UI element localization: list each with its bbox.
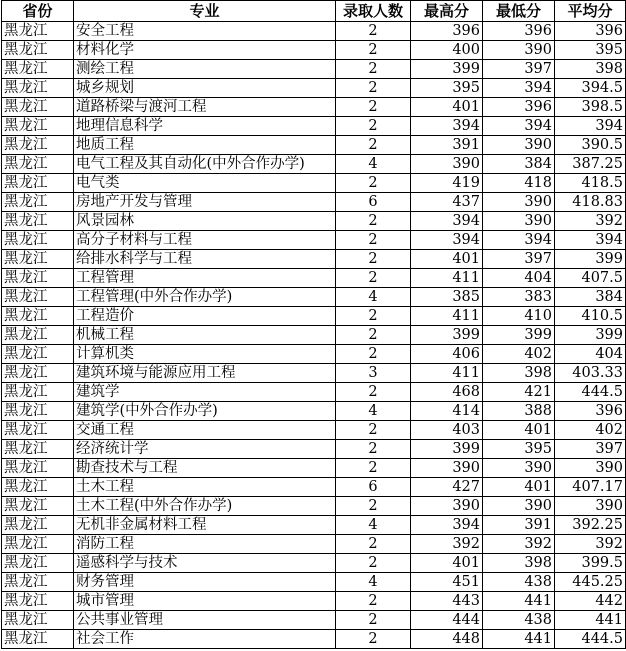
table-row [2,554,626,573]
cell-admitted-count: 2 [336,345,411,364]
cell-min-score: 390 [483,459,555,478]
cell-province: 黑龙江 [2,478,74,497]
cell-admitted-count: 2 [336,269,411,288]
cell-province: 黑龙江 [2,288,74,307]
table-row [2,573,626,592]
cell-max-score: 390 [411,155,483,174]
cell-max-score: 419 [411,174,483,193]
cell-avg-score: 390 [555,497,626,516]
cell-avg-score: 404 [555,345,626,364]
cell-min-score: 441 [483,630,555,649]
cell-max-score: 394 [411,516,483,535]
cell-major: 机械工程 [74,326,336,345]
cell-major: 道路桥梁与渡河工程 [74,98,336,117]
table-row [2,79,626,98]
cell-min-score: 391 [483,516,555,535]
cell-province: 黑龙江 [2,136,74,155]
cell-max-score: 401 [411,250,483,269]
cell-min-score: 404 [483,269,555,288]
table-row [2,307,626,326]
cell-avg-score: 418.5 [555,174,626,193]
cell-min-score: 395 [483,440,555,459]
cell-max-score: 385 [411,288,483,307]
cell-province: 黑龙江 [2,212,74,231]
cell-max-score: 399 [411,60,483,79]
cell-max-score: 448 [411,630,483,649]
cell-province: 黑龙江 [2,98,74,117]
cell-major: 土木工程(中外合作办学) [74,497,336,516]
admission-scores-table [1,0,626,649]
cell-major: 公共事业管理 [74,611,336,630]
table-row [2,345,626,364]
cell-min-score: 421 [483,383,555,402]
table-row [2,22,626,41]
cell-major: 城市管理 [74,592,336,611]
cell-avg-score: 410.5 [555,307,626,326]
table-row [2,592,626,611]
cell-min-score: 438 [483,573,555,592]
cell-avg-score: 384 [555,288,626,307]
cell-avg-score: 390.5 [555,136,626,155]
cell-admitted-count: 2 [336,421,411,440]
cell-admitted-count: 2 [336,22,411,41]
cell-avg-score: 394 [555,231,626,250]
cell-max-score: 411 [411,269,483,288]
cell-max-score: 427 [411,478,483,497]
table-row [2,231,626,250]
cell-major: 测绘工程 [74,60,336,79]
cell-province: 黑龙江 [2,22,74,41]
cell-max-score: 390 [411,459,483,478]
cell-major: 安全工程 [74,22,336,41]
cell-major: 社会工作 [74,630,336,649]
cell-avg-score: 399.5 [555,554,626,573]
table-row [2,117,626,136]
cell-avg-score: 407.17 [555,478,626,497]
cell-province: 黑龙江 [2,592,74,611]
cell-admitted-count: 2 [336,592,411,611]
cell-avg-score: 396 [555,402,626,421]
table-row [2,155,626,174]
cell-max-score: 414 [411,402,483,421]
cell-max-score: 399 [411,440,483,459]
table-row [2,212,626,231]
cell-max-score: 391 [411,136,483,155]
cell-major: 消防工程 [74,535,336,554]
cell-min-score: 396 [483,98,555,117]
cell-admitted-count: 2 [336,307,411,326]
cell-max-score: 437 [411,193,483,212]
cell-avg-score: 394 [555,117,626,136]
header-max-score: 最高分 [411,1,483,22]
cell-max-score: 394 [411,212,483,231]
cell-max-score: 443 [411,592,483,611]
cell-province: 黑龙江 [2,573,74,592]
cell-province: 黑龙江 [2,79,74,98]
cell-admitted-count: 6 [336,193,411,212]
cell-province: 黑龙江 [2,41,74,60]
table-row [2,402,626,421]
cell-min-score: 392 [483,535,555,554]
cell-admitted-count: 2 [336,79,411,98]
table-row [2,611,626,630]
cell-province: 黑龙江 [2,60,74,79]
cell-admitted-count: 2 [336,117,411,136]
cell-min-score: 399 [483,326,555,345]
cell-admitted-count: 2 [336,383,411,402]
cell-max-score: 411 [411,364,483,383]
cell-max-score: 403 [411,421,483,440]
cell-admitted-count: 4 [336,516,411,535]
cell-major: 工程造价 [74,307,336,326]
cell-avg-score: 398.5 [555,98,626,117]
cell-max-score: 411 [411,307,483,326]
cell-province: 黑龙江 [2,250,74,269]
cell-major: 材料化学 [74,41,336,60]
cell-avg-score: 399 [555,250,626,269]
cell-admitted-count: 2 [336,41,411,60]
cell-major: 计算机类 [74,345,336,364]
cell-admitted-count: 2 [336,535,411,554]
table-row [2,250,626,269]
cell-admitted-count: 3 [336,364,411,383]
cell-min-score: 396 [483,22,555,41]
cell-min-score: 384 [483,155,555,174]
cell-province: 黑龙江 [2,231,74,250]
cell-min-score: 394 [483,79,555,98]
cell-province: 黑龙江 [2,364,74,383]
cell-max-score: 392 [411,535,483,554]
cell-max-score: 400 [411,41,483,60]
cell-province: 黑龙江 [2,497,74,516]
cell-major: 建筑学(中外合作办学) [74,402,336,421]
cell-major: 风景园林 [74,212,336,231]
cell-admitted-count: 2 [336,459,411,478]
cell-max-score: 399 [411,326,483,345]
cell-min-score: 390 [483,497,555,516]
cell-province: 黑龙江 [2,630,74,649]
cell-admitted-count: 2 [336,60,411,79]
cell-admitted-count: 2 [336,497,411,516]
cell-admitted-count: 2 [336,554,411,573]
cell-major: 无机非金属材料工程 [74,516,336,535]
cell-avg-score: 445.25 [555,573,626,592]
cell-admitted-count: 2 [336,212,411,231]
cell-major: 电气工程及其自动化(中外合作办学) [74,155,336,174]
cell-major: 建筑环境与能源应用工程 [74,364,336,383]
cell-major: 遥感科学与技术 [74,554,336,573]
cell-major: 财务管理 [74,573,336,592]
cell-min-score: 398 [483,554,555,573]
cell-max-score: 444 [411,611,483,630]
cell-avg-score: 418.83 [555,193,626,212]
header-admitted-count: 录取人数 [336,1,411,22]
cell-avg-score: 397 [555,440,626,459]
table-row [2,41,626,60]
cell-min-score: 390 [483,193,555,212]
cell-admitted-count: 2 [336,250,411,269]
cell-avg-score: 392.25 [555,516,626,535]
cell-province: 黑龙江 [2,421,74,440]
cell-admitted-count: 2 [336,174,411,193]
cell-min-score: 441 [483,592,555,611]
cell-major: 城乡规划 [74,79,336,98]
cell-min-score: 397 [483,60,555,79]
cell-avg-score: 403.33 [555,364,626,383]
cell-major: 高分子材料与工程 [74,231,336,250]
cell-province: 黑龙江 [2,402,74,421]
cell-max-score: 406 [411,345,483,364]
table-row [2,383,626,402]
table-row [2,497,626,516]
table-row [2,269,626,288]
cell-avg-score: 444.5 [555,630,626,649]
cell-province: 黑龙江 [2,535,74,554]
cell-province: 黑龙江 [2,611,74,630]
cell-min-score: 438 [483,611,555,630]
cell-avg-score: 392 [555,535,626,554]
cell-major: 电气类 [74,174,336,193]
cell-major: 交通工程 [74,421,336,440]
cell-province: 黑龙江 [2,345,74,364]
cell-major: 土木工程 [74,478,336,497]
cell-avg-score: 444.5 [555,383,626,402]
cell-max-score: 390 [411,497,483,516]
cell-major: 地理信息科学 [74,117,336,136]
table-row [2,136,626,155]
cell-province: 黑龙江 [2,193,74,212]
cell-province: 黑龙江 [2,269,74,288]
cell-min-score: 410 [483,307,555,326]
cell-province: 黑龙江 [2,516,74,535]
cell-province: 黑龙江 [2,117,74,136]
cell-min-score: 388 [483,402,555,421]
cell-admitted-count: 4 [336,155,411,174]
cell-avg-score: 402 [555,421,626,440]
table-row [2,459,626,478]
table-row [2,60,626,79]
cell-admitted-count: 4 [336,402,411,421]
header-row [2,1,626,22]
cell-major: 房地产开发与管理 [74,193,336,212]
cell-avg-score: 394.5 [555,79,626,98]
cell-admitted-count: 2 [336,630,411,649]
table-row [2,174,626,193]
cell-admitted-count: 2 [336,326,411,345]
cell-admitted-count: 2 [336,231,411,250]
cell-admitted-count: 2 [336,611,411,630]
table-row [2,516,626,535]
cell-province: 黑龙江 [2,440,74,459]
cell-min-score: 401 [483,421,555,440]
cell-admitted-count: 4 [336,573,411,592]
cell-min-score: 397 [483,250,555,269]
cell-province: 黑龙江 [2,307,74,326]
table-row [2,193,626,212]
cell-province: 黑龙江 [2,383,74,402]
cell-max-score: 394 [411,231,483,250]
cell-admitted-count: 4 [336,288,411,307]
cell-max-score: 451 [411,573,483,592]
cell-major: 经济统计学 [74,440,336,459]
cell-min-score: 398 [483,364,555,383]
cell-min-score: 418 [483,174,555,193]
cell-min-score: 390 [483,136,555,155]
cell-province: 黑龙江 [2,174,74,193]
cell-admitted-count: 2 [336,136,411,155]
cell-province: 黑龙江 [2,554,74,573]
cell-min-score: 394 [483,231,555,250]
cell-max-score: 395 [411,79,483,98]
cell-avg-score: 407.5 [555,269,626,288]
cell-min-score: 394 [483,117,555,136]
cell-avg-score: 387.25 [555,155,626,174]
cell-max-score: 401 [411,98,483,117]
cell-province: 黑龙江 [2,326,74,345]
table-row [2,535,626,554]
cell-avg-score: 392 [555,212,626,231]
cell-major: 工程管理 [74,269,336,288]
cell-avg-score: 441 [555,611,626,630]
cell-avg-score: 396 [555,22,626,41]
cell-max-score: 394 [411,117,483,136]
cell-min-score: 401 [483,478,555,497]
cell-admitted-count: 2 [336,440,411,459]
table-body [2,22,626,649]
table-row [2,421,626,440]
cell-avg-score: 442 [555,592,626,611]
cell-min-score: 390 [483,41,555,60]
cell-major: 勘查技术与工程 [74,459,336,478]
cell-min-score: 402 [483,345,555,364]
cell-major: 建筑学 [74,383,336,402]
cell-min-score: 390 [483,212,555,231]
cell-min-score: 383 [483,288,555,307]
cell-avg-score: 390 [555,459,626,478]
cell-avg-score: 398 [555,60,626,79]
header-avg-score: 平均分 [555,1,626,22]
table-row [2,288,626,307]
table-row [2,478,626,497]
cell-avg-score: 395 [555,41,626,60]
table-row [2,326,626,345]
table-row [2,98,626,117]
cell-max-score: 401 [411,554,483,573]
table-row [2,364,626,383]
header-major: 专业 [74,1,336,22]
cell-max-score: 468 [411,383,483,402]
header-min-score: 最低分 [483,1,555,22]
cell-province: 黑龙江 [2,459,74,478]
table-row [2,630,626,649]
cell-admitted-count: 2 [336,98,411,117]
table-row [2,440,626,459]
cell-major: 给排水科学与工程 [74,250,336,269]
cell-province: 黑龙江 [2,155,74,174]
cell-max-score: 396 [411,22,483,41]
cell-avg-score: 399 [555,326,626,345]
cell-admitted-count: 6 [336,478,411,497]
cell-major: 地质工程 [74,136,336,155]
cell-major: 工程管理(中外合作办学) [74,288,336,307]
header-province: 省份 [2,1,74,22]
